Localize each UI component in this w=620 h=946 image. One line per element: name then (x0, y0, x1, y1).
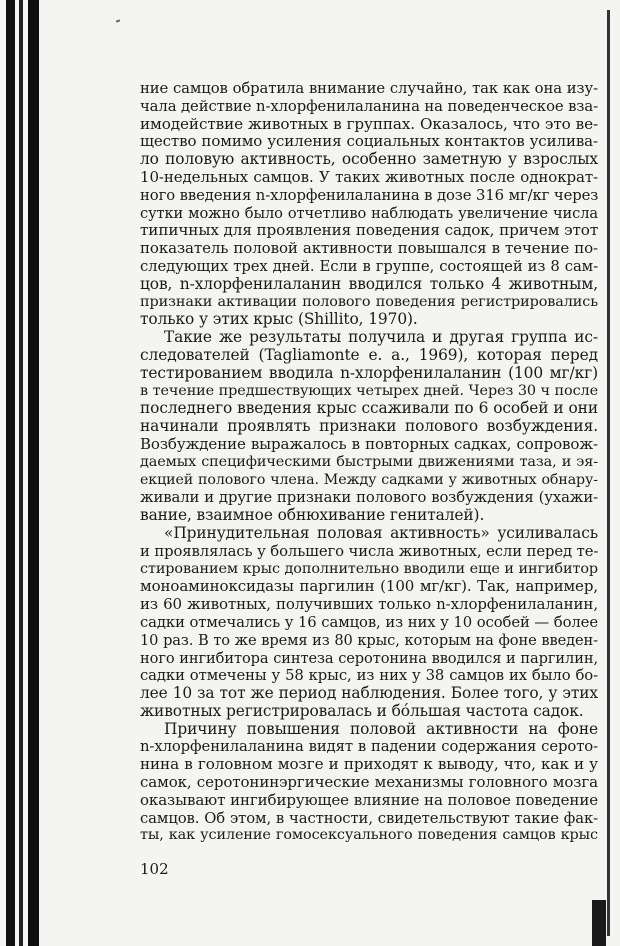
text-line: следующих трех дней. Если в группе, состоящей из 8 сам- (140, 257, 598, 275)
text-line: сутки можно было отчетливо наблюдать увеличение числа (140, 204, 598, 222)
text-line: Возбуждение выражалось в повторных садках, сопровож- (140, 434, 598, 453)
text-line: ного введения n-хлорфенилаланина в дозе 316 мг/кг через (140, 186, 599, 204)
text-line: ного ингибитора синтеза серотонина вводился и паргилин, (140, 649, 598, 667)
text-line: показатель половой активности повышался в течение по- (140, 239, 598, 258)
text-line: животных регистрировалась и бо́льшая частота садок. (140, 701, 584, 720)
text-line: типичных для проявления поведения садок, причем этот (140, 221, 599, 240)
text-line: садки отмечались у 16 самцов, из них у 10 особей — более (140, 613, 598, 631)
text-line: имодействие животных в группах. Оказалось, что это ве- (140, 114, 598, 133)
binding-edge (19, 0, 23, 946)
text-line: стированием крыс дополнительно вводили еще и ингибитор (140, 560, 598, 577)
page-edge (607, 10, 610, 936)
text-line: признаки активации полового поведения регистрировались (140, 293, 598, 310)
text-line: вание, взаимное обнюхивание гениталей). (140, 506, 485, 525)
text-line: тестированием вводила n-хлорфенилаланин (100 мг/кг) (140, 363, 598, 382)
text-line: екцией полового члена. Между садками у животных обнару- (140, 471, 598, 488)
text-line: ло половую активность, особенно заметную у взрослых (140, 150, 598, 169)
text-line: цов, n-хлорфенилаланин вводился только 4 животным, (140, 274, 598, 293)
text-line: Причину повышения половой активности на фоне (164, 719, 598, 738)
text-line: нина в головном мозге и приходят к выводу, что, как и у (140, 755, 598, 774)
page-number: 102 (140, 860, 169, 878)
text-line: последнего введения крыс ссаживали по 6 особей и они (140, 399, 598, 418)
text-line: самцов. Об этом, в частности, свидетельствуют такие фак- (140, 809, 598, 827)
text-line: 10-недельных самцов. У таких животных после однократ- (140, 167, 598, 186)
text-line: 10 раз. В то же время из 80 крыс, которым на фоне введен- (140, 631, 598, 649)
text-line: Такие же результаты получила и другая группа ис- (164, 328, 598, 347)
text-line: живали и другие признаки полового возбуждения (ухажи- (140, 489, 598, 507)
text-line: в течение предшествующих четырех дней. Через 30 ч после (140, 382, 598, 399)
text-line: «Принудительная половая активность» усиливалась (164, 523, 598, 542)
binding-edge (28, 0, 39, 946)
text-line: из 60 животных, получивших только n-хлорфенилаланин, (140, 595, 598, 614)
text-line: начинали проявлять признаки полового возбуждения. (140, 417, 598, 436)
text-line: щество помимо усиления социальных контактов усилива- (140, 132, 598, 151)
text-line: самок, серотонинэргические механизмы головного мозга (140, 773, 598, 792)
text-line: ты, как усиление гомосексуального поведения самцов крыс (140, 827, 598, 844)
text-line: и проявлялась у большего числа животных, если перед те- (140, 542, 599, 560)
page-edge (592, 900, 606, 946)
scan-speck (116, 19, 120, 22)
text-line: только у этих крыс (Shillito, 1970). (140, 310, 418, 329)
binding-edge (6, 0, 15, 946)
text-line: ние самцов обратила внимание случайно, так как она изу- (140, 80, 598, 97)
text-line: садки отмечены у 58 крыс, из них у 38 самцов их было бо- (140, 667, 598, 685)
book-binding-left (0, 0, 42, 946)
text-line: следователей (Tagliamonte e. a., 1969), которая перед (140, 345, 598, 364)
text-line: лее 10 за тот же период наблюдения. Более того, у этих (140, 684, 598, 703)
text-line: моноаминоксидазы паргилин (100 мг/кг). Так, например, (140, 577, 598, 596)
text-line: оказывают ингибирующее влияние на половое поведение (140, 790, 598, 809)
page-body-text (140, 80, 598, 845)
text-line: чала действие n-хлорфенилаланина на поведенческое вза- (140, 97, 598, 115)
text-line: n-хлорфенилаланина видят в падении содержания серото- (140, 738, 598, 756)
text-line: даемых специфическими быстрыми движениями таза, и эя- (140, 453, 598, 470)
